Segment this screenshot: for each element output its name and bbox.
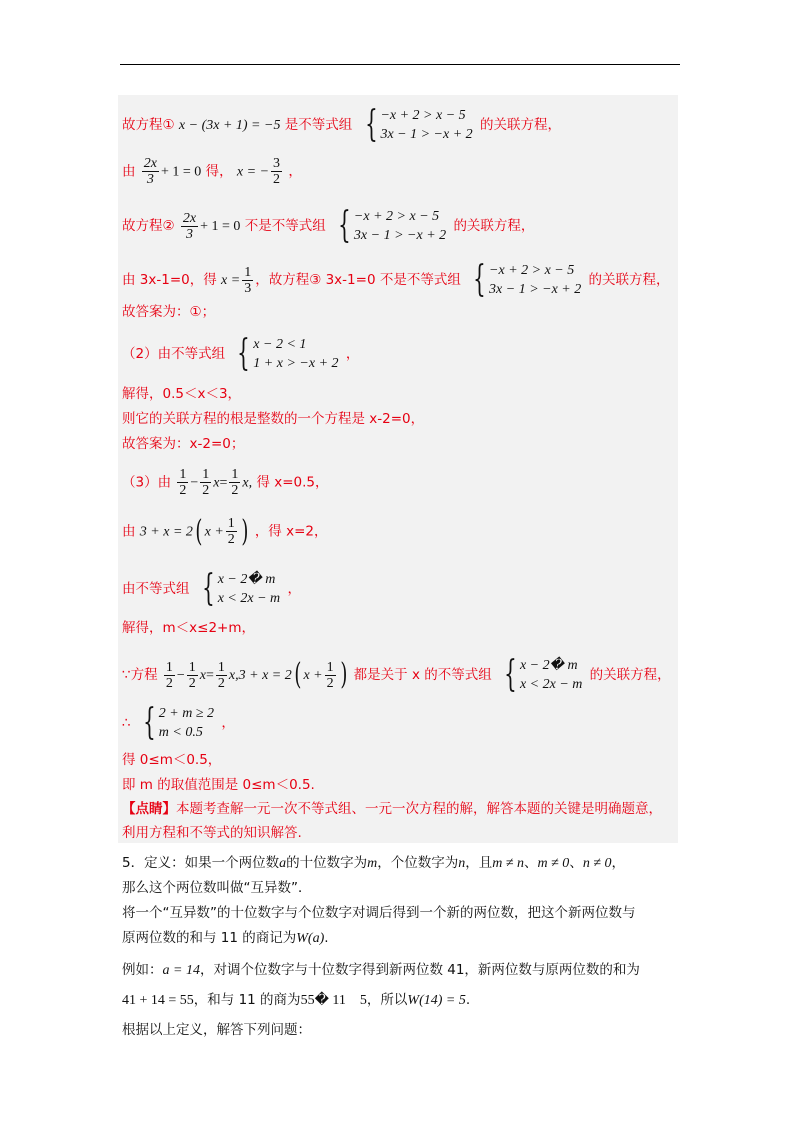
- system-row: 3x − 1 > −x + 2: [353, 228, 447, 243]
- inequality-system: { x − 2� m x < 2x − m: [201, 568, 281, 609]
- equation: x,: [242, 475, 253, 491]
- solution-line-16: 得 0≤m＜0.5，: [122, 752, 222, 768]
- text: 是不等式组: [284, 117, 353, 133]
- solution-line-7: 解得，0.5＜x＜3，: [122, 386, 242, 402]
- text: 的关联方程，: [589, 667, 671, 683]
- solution-line-13: 解得，m＜x≤2+m，: [122, 620, 256, 636]
- inequality-system: { x − 2 < 1 1 + x > −x + 2: [237, 333, 339, 374]
- problem-5-line-7: 根据以上定义，解答下列问题：: [122, 1022, 311, 1038]
- solution-line-6: [122, 335, 359, 373]
- solution-line-3: [122, 207, 534, 245]
- equation: x,3 + x = 2: [228, 668, 292, 683]
- solution-line-10: （3）由 $\frac{1}{2}$ − $\frac{1}{2}$ x= $\frac{1}{2}$ x, 得 x=0.5，: [122, 467, 329, 498]
- system-row: x − 2 < 1: [253, 337, 307, 352]
- system-row: x − 2� m: [519, 658, 578, 673]
- text: ，故方程③ 3x-1=0 不是不等式组: [255, 272, 461, 288]
- system-row: 3x − 1 > −x + 2: [380, 127, 473, 142]
- system-row: −x + 2 > x − 5: [353, 209, 440, 224]
- problem-5-line-6: 41 + 14 = 55，和与 11 的商为55� 11 5，所以W(14) = 5.: [122, 992, 471, 1008]
- text: 故方程②: [122, 218, 175, 234]
- text: 不是不等式组: [244, 218, 326, 234]
- fraction: $\frac{1}{2}$: [179, 467, 187, 498]
- solution-line-5: 故答案为：①；: [122, 304, 216, 320]
- system-row: 1 + x > −x + 2: [253, 356, 339, 371]
- fraction: $\frac{3}{2}$: [273, 156, 281, 187]
- solution-line-1: [122, 106, 561, 144]
- system-row: x < 2x − m: [217, 591, 281, 606]
- fraction: $\frac{1}{2}$: [217, 659, 225, 691]
- solution-line-17: 即 m 的取值范围是 0≤m＜0.5.: [122, 777, 315, 793]
- text: 由: [122, 163, 136, 180]
- system-row: m < 0.5: [158, 725, 203, 740]
- inequality-system: { −x + 2 > x − 5 3x − 1 > −x + 2: [364, 104, 473, 145]
- solution-line-14: ∵方程 $\frac{1}{2}$ − $\frac{1}{2}$ x= $\frac{1}{2}$ x,3 + x = 2( x + $\frac{1}{2}$ ) 都是关于 x 的不等式组 { x − 2� m x < 2x − m 的关联方程，: [122, 654, 671, 695]
- text: 由: [122, 523, 136, 540]
- system-row: −x + 2 > x − 5: [380, 108, 466, 123]
- text: 得，: [205, 163, 233, 180]
- text: ，: [287, 581, 301, 597]
- inequality-system: { −x + 2 > x − 5 3x − 1 > −x + 2: [473, 259, 582, 300]
- solution-line-9: 故答案为：x-2=0；: [122, 436, 245, 452]
- text: ，得 x=2，: [254, 523, 328, 540]
- equation: + 1 = 0: [200, 219, 241, 234]
- solution-line-15: [122, 704, 235, 742]
- fraction: $\frac{1}{2}$: [188, 659, 196, 691]
- system-row: −x + 2 > x − 5: [489, 263, 575, 278]
- fraction: $\frac{1}{2}$: [165, 659, 173, 691]
- text: ，: [288, 163, 302, 180]
- comment-line-2: 利用方程和不等式的知识解答.: [122, 825, 302, 841]
- text: ，: [221, 715, 235, 731]
- inequality-system: { −x + 2 > x − 5 3x − 1 > −x + 2: [338, 205, 447, 246]
- inequality-system: { 2 + m ≥ 2 m < 0.5: [143, 702, 215, 743]
- fraction: $\frac{2x}{3}$: [182, 210, 197, 242]
- system-row: 2 + m ≥ 2: [158, 706, 215, 721]
- solution-line-8: 则它的关联方程的根是整数的一个方程是 x-2=0，: [122, 411, 425, 427]
- equation: + 1 = 0: [161, 164, 202, 180]
- text: 的关联方程，: [588, 272, 670, 288]
- comment-line-1: [122, 800, 662, 818]
- text: 得 x=0.5，: [256, 474, 329, 491]
- text: 的关联方程，: [479, 117, 561, 133]
- fraction: $\frac{1}{2}$: [326, 659, 334, 691]
- text: ∵方程: [122, 667, 158, 683]
- fraction: $\frac{1}{3}$: [244, 264, 252, 296]
- solution-line-4: [122, 261, 670, 299]
- text: ，: [345, 346, 360, 362]
- fraction: $\frac{2x}{3}$: [143, 156, 158, 187]
- text: 由 3x-1=0，得: [122, 272, 217, 288]
- equation: x +: [204, 524, 224, 540]
- equation: 3 + x = 2: [139, 524, 193, 540]
- text: 由不等式组: [122, 581, 190, 597]
- system-row: x − 2� m: [217, 572, 276, 587]
- solution-line-2: [122, 156, 302, 187]
- text: （3）由: [122, 474, 172, 491]
- system-row: 3x − 1 > −x + 2: [489, 282, 582, 297]
- text: 的关联方程，: [453, 218, 535, 234]
- text: （2）由不等式组: [122, 346, 226, 362]
- equation: x =: [221, 273, 241, 288]
- fraction: $\frac{1}{2}$: [202, 467, 210, 498]
- equation: x − (3x + 1) = −5: [178, 118, 281, 133]
- system-row: x < 2x − m: [519, 677, 583, 692]
- solution-line-11: 由 3 + x = 2( x + $\frac{1}{2}$ ) ，得 x=2，: [122, 513, 328, 549]
- header-rule: [120, 64, 680, 65]
- fraction: $\frac{1}{2}$: [231, 467, 239, 498]
- text: 故方程①: [122, 117, 175, 133]
- equation: x = −: [236, 164, 270, 180]
- problem-5-line-5: 例如：a = 14，对调个位数字与十位数字得到新两位数 41，新两位数与原两位数的和为: [122, 962, 640, 978]
- fraction: $\frac{1}{2}$: [227, 516, 235, 547]
- problem-5-line-2: 那么这个两位数叫做“互异数”．: [122, 880, 312, 896]
- comment-tag: 【点睛】: [122, 801, 176, 817]
- problem-5-line-3: 将一个“互异数”的十位数字与个位数字对调后得到一个新的两位数，把这个新两位数与: [122, 905, 636, 921]
- solution-line-12: [122, 570, 301, 608]
- problem-5-line-1: 5．定义：如果一个两位数a的十位数字为m，个位数字为n，且m ≠ n、m ≠ 0、n ≠ 0，: [122, 855, 625, 871]
- text: 都是关于 x 的不等式组: [353, 667, 492, 683]
- equation: x +: [303, 668, 323, 683]
- inequality-system: { x − 2� m x < 2x − m: [504, 654, 583, 695]
- therefore-symbol: ∴: [122, 715, 131, 731]
- text: 本题考查解一元一次不等式组、一元一次方程的解，解答本题的关键是明确题意，: [176, 801, 662, 817]
- problem-5-line-4: 原两位数的和与 11 的商记为W(a).: [122, 930, 329, 946]
